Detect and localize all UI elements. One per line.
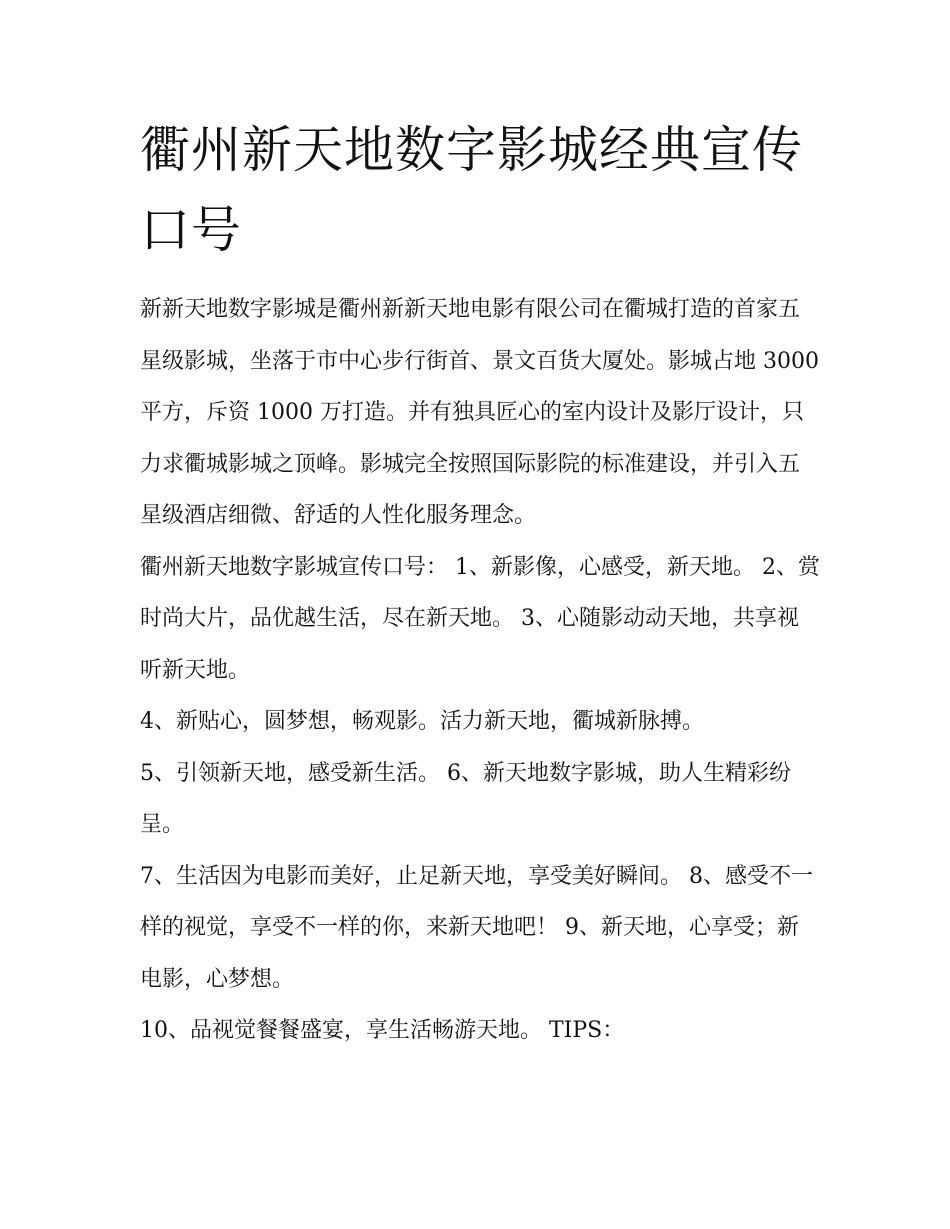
paragraph-slogan-10: 10、品视觉餐餐盛宴，享生活畅游天地。 TIPS： — [140, 1018, 625, 1043]
document-page — [140, 110, 820, 1057]
paragraph-slogans-7-9: 7、生活因为电影而美好，止足新天地，享受美好瞬间。 8、感受不一样的视觉，享受不一样的你，来新天地吧！ 9、新天地，心享受；新电影，心梦想。 — [140, 863, 813, 992]
paragraph-slogans-1-3: 衢州新天地数字影城宣传口号： 1、新影像，心感受，新天地。 2、赏时尚大片，品优越生活，尽在新天地。 3、心随影动动天地，共享视听新天地。 — [140, 554, 820, 683]
paragraph-intro: 新新天地数字影城是衢州新新天地电影有限公司在衢城打造的首家五星级影城，坐落于市中心步行街首、景文百货大厦处。影城占地 3000 平方，斥资 1000 万打造。并有独具匠心的室内设计及影厅设计，只力求衢城影城之顶峰。影城完全按照国际影院的标准建设，并引入五星级酒店细微、舒适的人性化服务理念。 — [140, 297, 819, 528]
paragraph-slogan-4: 4、新贴心，圆梦想，畅观影。活力新天地，衢城新脉搏。 — [140, 709, 704, 734]
paragraph-slogans-5-6: 5、引领新天地，感受新生活。 6、新天地数字影城，助人生精彩纷呈。 — [140, 760, 791, 837]
document-title: 衢州新天地数字影城经典宣传口号 — [140, 121, 803, 259]
